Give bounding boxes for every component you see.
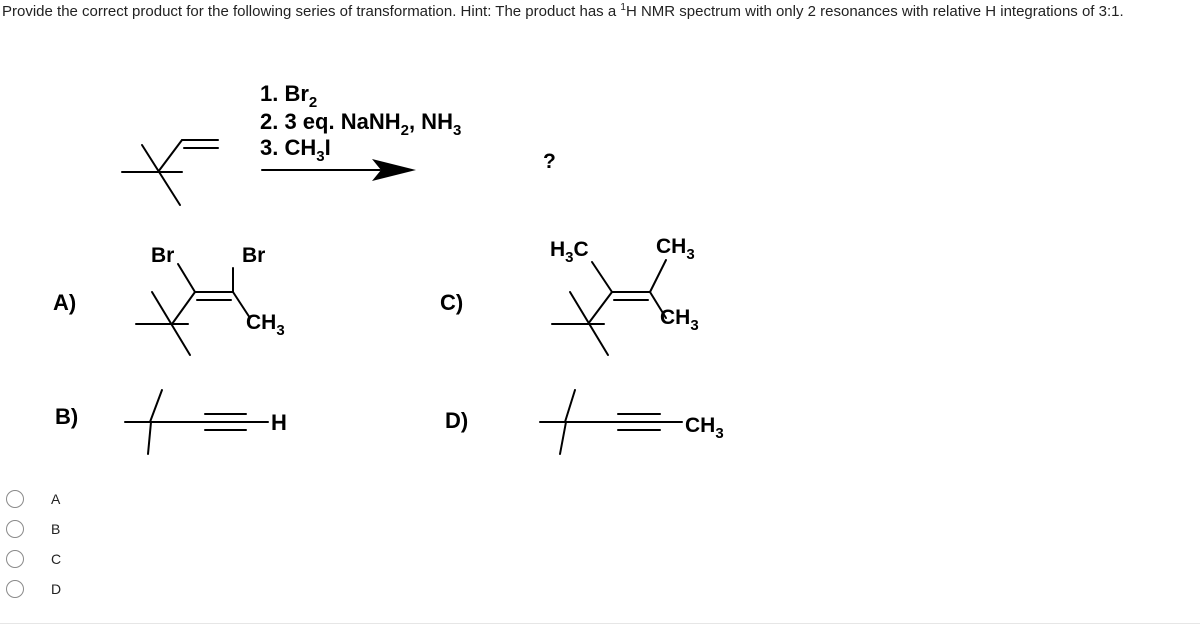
c-h3c-label: $H_3C$ xyxy=(550,238,589,266)
question-text xyxy=(2,2,1124,20)
option-a-label[interactable]: A xyxy=(51,491,61,507)
bottom-divider xyxy=(0,623,1200,624)
option-d[interactable] xyxy=(6,574,61,604)
choice-a-letter: A) xyxy=(53,290,77,315)
answer-options xyxy=(6,484,61,604)
c-ch3-top-label: $CH_3$ xyxy=(656,235,695,263)
structure-b xyxy=(125,390,268,454)
choice-c-letter: C) xyxy=(440,290,464,315)
d-ch3-label: $CH_3$ xyxy=(685,414,724,442)
option-c-radio[interactable] xyxy=(6,550,24,568)
a-br-left-label: Br xyxy=(151,244,175,267)
reaction-figure xyxy=(0,30,1200,470)
question-text-part2: H NMR spectrum with only 2 resonances with relative H integrations of 3:1. xyxy=(625,3,1124,20)
reagent-step1: 1. $Br_2$ xyxy=(260,81,318,111)
starting-material-structure xyxy=(122,140,218,205)
option-a[interactable] xyxy=(6,484,61,514)
choice-b-letter: B) xyxy=(55,404,79,429)
b-h-label: H xyxy=(271,410,287,435)
structure-c xyxy=(552,260,666,355)
option-d-radio[interactable] xyxy=(6,580,24,598)
option-c[interactable] xyxy=(6,544,61,574)
a-br-right-label: Br xyxy=(242,244,266,267)
structure-a xyxy=(136,264,250,355)
option-a-radio[interactable] xyxy=(6,490,24,508)
option-d-label[interactable]: D xyxy=(51,581,62,597)
option-c-label[interactable]: C xyxy=(51,551,62,567)
option-b-label[interactable]: B xyxy=(51,521,61,537)
product-question-mark: ? xyxy=(543,150,556,173)
option-b-radio[interactable] xyxy=(6,520,24,538)
question-text-part1: Provide the correct product for the following series of transformation. Hint: The product has a xyxy=(2,3,621,20)
a-ch3-label: $CH_3$ xyxy=(246,311,285,339)
option-b[interactable] xyxy=(6,514,61,544)
c-ch3-right-label: $CH_3$ xyxy=(660,306,699,334)
question-superscript: 1 xyxy=(620,2,626,13)
choice-d-letter: D) xyxy=(445,408,469,433)
reagent-step2: 2. 3 eq. NaNH$_2$, $NH_3$ xyxy=(260,109,462,139)
reagent-step3: 3. $CH_3I$ xyxy=(260,135,331,165)
structure-d xyxy=(540,390,682,454)
